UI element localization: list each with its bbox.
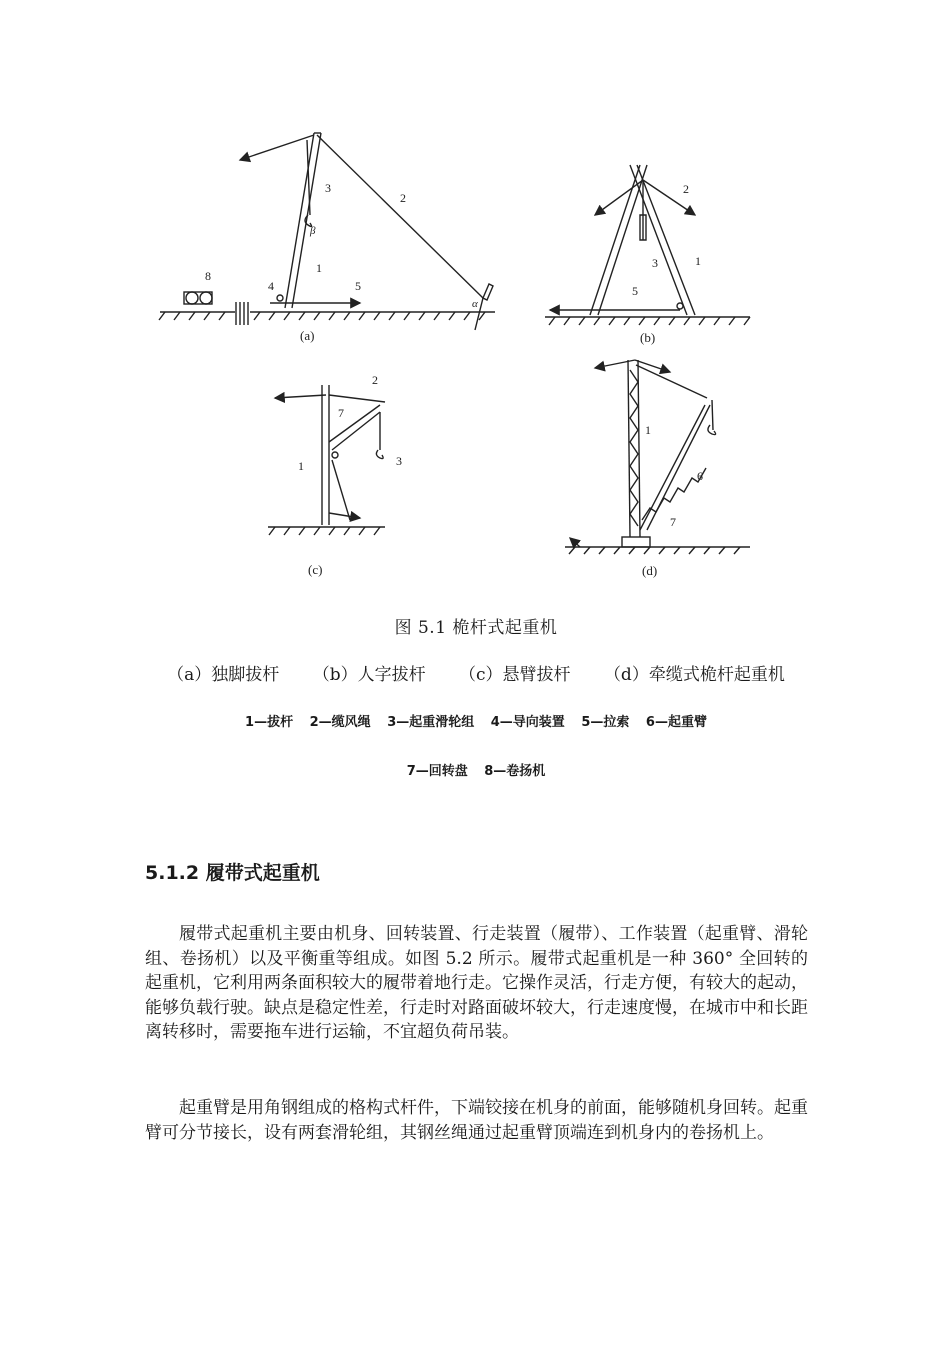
panel-label-b: (b): [640, 330, 656, 345]
legend-item: 3—起重滑轮组: [387, 715, 475, 730]
subcaption-a: （a）独脚拔杆: [167, 665, 280, 685]
subcaption-d: （d）牵缆式桅杆起重机: [603, 665, 785, 685]
callout-b-5: 5: [632, 284, 638, 298]
panel-b-drawing: [545, 165, 750, 325]
panel-label-c: (c): [308, 562, 323, 577]
section-heading: 5.1.2 履带式起重机: [145, 862, 320, 884]
panel-d-drawing: [565, 360, 750, 554]
callout-a-3: 3: [325, 181, 331, 195]
legend-item: 8—卷扬机: [484, 764, 546, 779]
crane-diagram: [150, 120, 800, 590]
callout-c-1: 1: [298, 459, 304, 473]
panel-label-d: (d): [642, 563, 658, 578]
figure-caption-title: 图 5.1 桅杆式起重机: [394, 618, 558, 638]
figure-5-1: [150, 120, 800, 590]
legend-item: 5—拉索: [581, 715, 630, 730]
callout-b-1: 1: [695, 254, 701, 268]
callout-a-1: 1: [316, 261, 322, 275]
legend-item: 4—导向装置: [490, 715, 565, 730]
legend-item: 7—回转盘: [406, 764, 468, 779]
legend-item: 2—缆风绳: [309, 715, 371, 730]
figure-legend-line-2: [0, 760, 952, 779]
callout-a-8: 8: [205, 269, 211, 283]
callout-a-2: 2: [400, 191, 406, 205]
panel-a-drawing: [159, 133, 495, 330]
callout-a-5: 5: [355, 279, 361, 293]
callout-c-7: 7: [338, 406, 344, 420]
figure-legend-line-1: [0, 711, 952, 730]
callout-d-1: 1: [645, 423, 651, 437]
subcaption-b: （b）人字拔杆: [312, 665, 426, 685]
callout-c-3: 3: [396, 454, 402, 468]
callout-d-6: 6: [697, 469, 703, 483]
legend-item: 1—拔杆: [245, 715, 294, 730]
figure-subcaptions: [0, 660, 952, 685]
panel-c-drawing: [268, 385, 385, 535]
callout-a-4: 4: [268, 279, 274, 293]
callout-a-alpha: α: [472, 298, 478, 310]
panel-label-a: (a): [300, 328, 315, 343]
body-paragraph-2: 起重臂是用角钢组成的格构式杆件，下端铰接在机身的前面，能够随机身回转。起重臂可分节接长，设有两套滑轮组，其钢丝绳通过起重臂顶端连到机身内的卷扬机上。: [145, 1098, 808, 1143]
callout-b-3: 3: [652, 256, 658, 270]
callout-d-7: 7: [670, 515, 676, 529]
callout-b-2: 2: [683, 182, 689, 196]
legend-item: 6—起重臂: [645, 715, 707, 730]
callout-c-2: 2: [372, 373, 378, 387]
subcaption-c: （c）悬臂拔杆: [459, 665, 571, 685]
callout-a-beta: β: [310, 225, 316, 237]
body-paragraph-1: 履带式起重机主要由机身、回转装置、行走装置（履带）、工作装置（起重臂、滑轮组、卷扬机）以及平衡重等组成。如图 5.2 所示。履带式起重机是一种 360° 全回转的起重机，它利用两条面积较大的履带着地行走。它操作灵活，行走方便，有较大的起动，能够负载行驶。缺点是稳定性差，行走时对路面破坏较大，行走速度慢，在城市中和长距离转移时，需要拖车进行运输，不宜超负荷吊装。: [145, 924, 808, 1042]
